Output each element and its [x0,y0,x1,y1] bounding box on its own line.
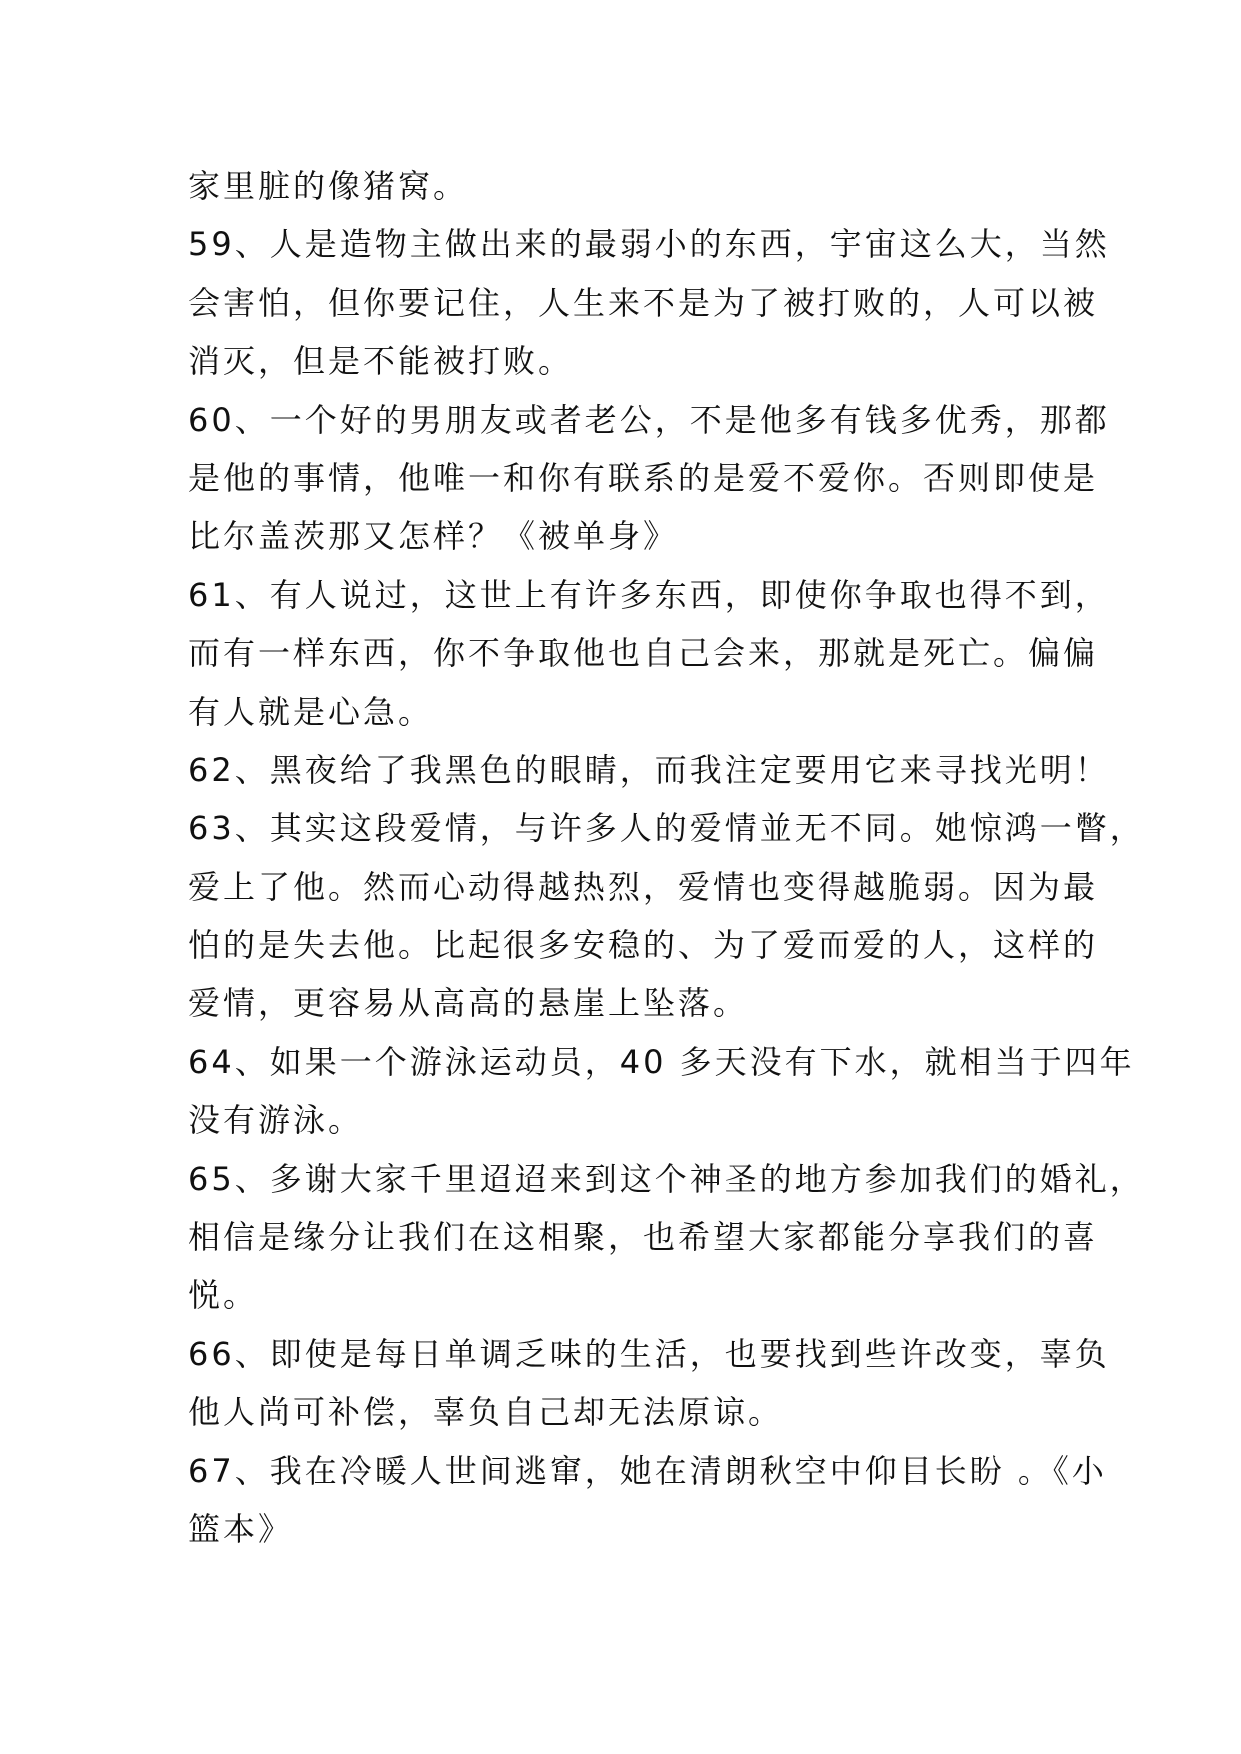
text-line: 比尔盖茨那又怎样？《被单身》 [188,517,679,556]
text-line: 会害怕，但你要记住，人生来不是为了被打败的，人可以被 [188,283,1099,322]
text-line: 他人尚可补偿，辜负自己却无法原谅。 [188,1393,784,1432]
text-line: 悦。 [188,1276,259,1315]
text-line: 是他的事情，他唯一和你有联系的是爱不爱你。否则即使是 [188,458,1099,497]
text-line: 66、即使是每日单调乏味的生活，也要找到些许改变，辜负 [188,1334,1110,1373]
text-line: 怕的是失去他。比起很多安稳的、为了爱而爱的人，这样的 [188,926,1099,965]
text-line: 相信是缘分让我们在这相聚，也希望大家都能分享我们的喜 [188,1218,1099,1257]
text-line: 而有一样东西，你不争取他也自己会来，那就是死亡。偏偏 [188,634,1099,673]
text-line: 没有游泳。 [188,1101,364,1140]
text-line: 家里脏的像猪窝。 [188,167,469,205]
text-line: 61、有人说过，这世上有许多东西，即使你争取也得不到， [188,575,1110,614]
text-line: 64、如果一个游泳运动员，40 多天没有下水，就相当于四年 [188,1042,1135,1081]
text-line: 62、黑夜给了我黑色的眼睛，而我注定要用它来寻找光明！ [188,750,1110,789]
text-line: 59、人是造物主做出来的最弱小的东西，宇宙这么大，当然 [188,225,1110,264]
text-line: 篮本》 [188,1509,294,1548]
text-line: 65、多谢大家千里迢迢来到这个神圣的地方参加我们的婚礼， [188,1159,1145,1198]
text-line: 消灭，但是不能被打败。 [188,342,574,381]
text-line: 67、我在冷暖人世间逃窜，她在清朗秋空中仰目长盼 。《小 [188,1451,1107,1490]
text-line: 爱上了他。然而心动得越热烈，爱情也变得越脆弱。因为最 [188,867,1099,906]
text-line: 爱情，更容易从高高的悬崖上坠落。 [188,984,749,1023]
text-line: 63、其实这段爱情，与许多人的爱情並无不同。她惊鸿一瞥， [188,809,1145,848]
document-body-text [188,157,1145,1558]
text-line: 60、一个好的男朋友或者老公，不是他多有钱多优秀，那都 [188,400,1110,439]
text-line: 有人就是心急。 [188,692,434,731]
